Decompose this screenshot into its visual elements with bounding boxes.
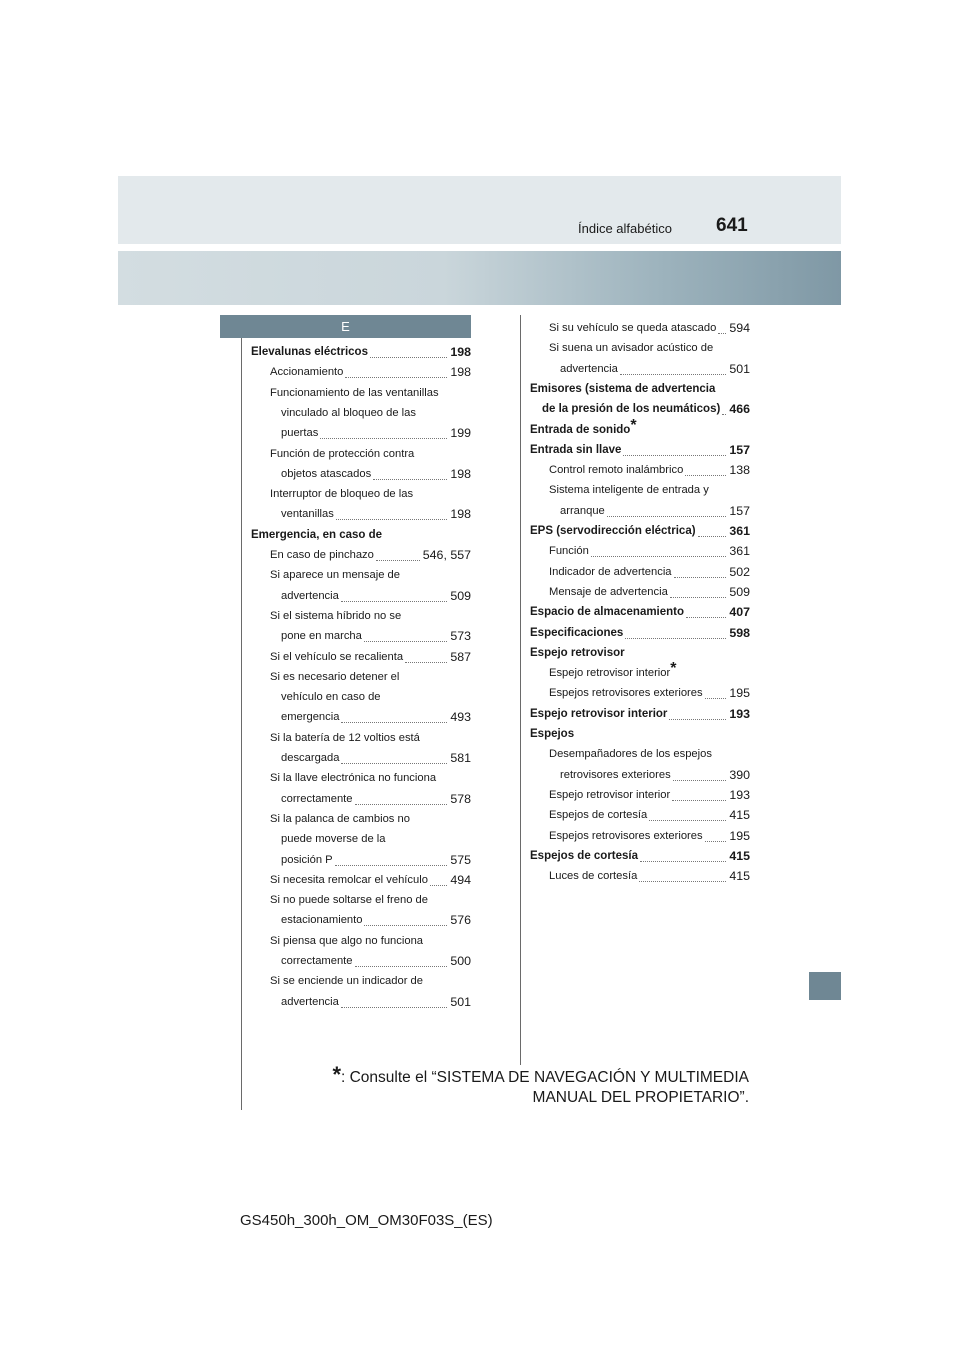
- index-entry: [530, 867, 750, 885]
- index-entry-page: 415: [729, 848, 750, 863]
- header-gradient-band: [118, 251, 841, 305]
- leader-dots: [430, 871, 447, 886]
- index-entry: [251, 404, 471, 422]
- index-entry-label: Espacio de almacenamiento: [530, 606, 685, 619]
- leader-dots: [341, 749, 447, 764]
- index-entry-page: 500: [450, 954, 471, 968]
- page-number: 641: [716, 215, 748, 236]
- index-entry: [251, 566, 471, 584]
- index-entry: [251, 769, 471, 787]
- leader-dots: [674, 563, 727, 578]
- leader-dots: [705, 684, 727, 699]
- index-entry-label: Luces de cortesía: [549, 870, 638, 883]
- index-entry-page: 578: [450, 791, 471, 806]
- left-margin-rule: [241, 315, 242, 1110]
- index-entry-label: Función: [549, 545, 589, 558]
- leader-dots: [623, 441, 726, 456]
- leader-dots: [607, 502, 727, 517]
- index-entry-label: objetos atascados: [281, 467, 372, 480]
- index-entry-page: 598: [729, 625, 750, 640]
- leader-dots: [686, 603, 726, 618]
- index-entry: [530, 481, 750, 499]
- leader-dots: [673, 766, 727, 781]
- index-entry-label: posición P: [281, 853, 333, 866]
- index-entry-label: Espejo retrovisor interior*: [549, 660, 677, 680]
- leader-dots: [355, 952, 448, 967]
- leader-dots: [341, 587, 447, 602]
- footnote-marker: *: [670, 660, 677, 678]
- index-entry-label: EPS (servodirección eléctrica): [530, 525, 696, 537]
- index-entry: [251, 363, 471, 381]
- index-entry-page: 494: [450, 872, 471, 887]
- footnote-text-1: : Consulte el “SISTEMA DE NAVEGACIÓN Y MULTIMEDIA: [341, 1069, 749, 1086]
- index-entry: [251, 607, 471, 625]
- index-entry: [251, 851, 471, 869]
- index-entry: [251, 891, 471, 909]
- index-entry-page: 361: [729, 524, 750, 538]
- index-entry-label: pone en marcha: [281, 630, 362, 643]
- index-entry: [530, 660, 750, 682]
- index-entry: [530, 684, 750, 702]
- index-entry-page: 501: [450, 994, 471, 1009]
- index-entry: [251, 952, 471, 970]
- index-entry: [251, 729, 471, 747]
- index-entry-label: puede moverse de la: [281, 833, 386, 846]
- index-entry-page: 501: [729, 361, 750, 376]
- index-entry-page: 195: [729, 686, 750, 701]
- index-entry-label: Si es necesario detener el: [270, 670, 400, 683]
- index-entry: [530, 339, 750, 357]
- index-entry-label: descargada: [281, 752, 340, 764]
- index-entry-label: Indicador de advertencia: [549, 565, 672, 578]
- leader-dots: [341, 993, 447, 1008]
- index-entry: [530, 360, 750, 378]
- index-entry-page: 415: [729, 869, 750, 884]
- leader-dots: [376, 546, 420, 561]
- index-entry-label: estacionamiento: [281, 914, 363, 927]
- leader-dots: [364, 911, 447, 926]
- leader-dots: [722, 400, 726, 415]
- index-entry: [530, 644, 750, 662]
- index-entry-page: 509: [450, 588, 471, 603]
- leader-dots: [669, 705, 726, 720]
- index-entry: [251, 830, 471, 848]
- index-entry-page: 594: [729, 321, 750, 335]
- leader-dots: [670, 583, 727, 598]
- index-entry-label: Si no puede soltarse el freno de: [270, 894, 428, 907]
- index-entry-page: 390: [729, 767, 750, 782]
- index-entry-label: Desempañadores de los espejos: [549, 748, 712, 761]
- index-entry-label: correctamente: [281, 792, 353, 805]
- index-entry: [530, 563, 750, 581]
- index-entry: [530, 441, 750, 459]
- index-entry: [530, 827, 750, 845]
- index-entry-label: Espejo retrovisor interior: [530, 707, 668, 720]
- index-entry: [530, 725, 750, 743]
- footnote-star: *: [332, 1062, 341, 1087]
- index-entry: [530, 603, 750, 621]
- index-entry: [530, 745, 750, 763]
- index-entry: [251, 485, 471, 503]
- index-entry-page: 193: [729, 787, 750, 802]
- index-entry-label: Espejos retrovisores exteriores: [549, 687, 703, 700]
- index-entry-label: En caso de pinchazo: [270, 549, 374, 561]
- leader-dots: [718, 319, 726, 334]
- index-entry: [251, 708, 471, 726]
- index-entry-page: 493: [450, 710, 471, 725]
- index-entry: [251, 668, 471, 686]
- index-entry: [530, 847, 750, 865]
- index-entry-label: Si aparece un mensaje de: [270, 569, 400, 582]
- index-entry-label: retrovisores exteriores: [560, 768, 671, 781]
- section-thumb-tab: [809, 972, 841, 1000]
- index-entry-page: 199: [450, 426, 471, 441]
- footnote-line-2: MANUAL DEL PROPIETARIO”.: [532, 1089, 749, 1106]
- index-entry: [251, 871, 471, 889]
- leader-dots: [685, 461, 726, 476]
- leader-dots: [639, 867, 726, 882]
- leader-dots: [364, 627, 447, 642]
- index-entry-page: 195: [729, 828, 750, 843]
- index-entry: [251, 688, 471, 706]
- index-entry-page: 198: [450, 507, 471, 522]
- index-entry: [251, 790, 471, 808]
- leader-dots: [698, 522, 727, 537]
- index-entry-label: Si la palanca de cambios no: [270, 812, 410, 825]
- index-entry-label: Espejos de cortesía: [530, 849, 639, 862]
- index-entry: [251, 445, 471, 463]
- index-entry-label: Funcionamiento de las ventanillas: [270, 386, 439, 399]
- index-entry-label: Espejos retrovisores exteriores: [549, 829, 703, 842]
- leader-dots: [625, 624, 726, 639]
- index-entry: [530, 806, 750, 824]
- index-entry-label: Accionamiento: [270, 366, 344, 379]
- index-entry-label: Espejos de cortesía: [549, 809, 648, 822]
- index-entry: [530, 766, 750, 784]
- index-entry: [530, 319, 750, 337]
- index-entry-label: advertencia: [560, 362, 618, 375]
- index-entry: [530, 786, 750, 804]
- index-entry: [251, 424, 471, 442]
- index-entry: [251, 343, 471, 361]
- index-entry-label: advertencia: [281, 995, 339, 1008]
- leader-dots: [591, 542, 727, 557]
- index-entry-label: Espejo retrovisor interior: [549, 788, 671, 801]
- leader-dots: [705, 827, 727, 842]
- index-entry-label: Si su vehículo se queda atascado: [549, 322, 717, 334]
- index-entry-page: 138: [729, 463, 750, 478]
- index-entry-label: Si la batería de 12 voltios está: [270, 731, 420, 744]
- leader-dots: [355, 790, 448, 805]
- index-entry-label: Emisores (sistema de advertencia: [530, 382, 716, 395]
- index-entry-label: Entrada de sonido*: [530, 416, 637, 436]
- index-entry-page: 361: [729, 544, 750, 559]
- index-entry-label: Elevalunas eléctricos: [251, 346, 368, 358]
- index-entry-label: puertas: [281, 427, 319, 440]
- leader-dots: [620, 360, 726, 375]
- leader-dots: [649, 806, 726, 821]
- index-entry-page: 466: [729, 402, 750, 417]
- index-entry-label: Si el sistema híbrido no se: [270, 609, 402, 622]
- index-entry: [251, 648, 471, 666]
- index-entry: [251, 911, 471, 929]
- index-entry-page: 198: [450, 365, 471, 380]
- leader-dots: [335, 851, 448, 866]
- index-entry-label: Si la llave electrónica no funciona: [270, 772, 437, 785]
- index-entry: [251, 932, 471, 950]
- leader-dots: [345, 363, 447, 378]
- index-entry-page: 157: [729, 442, 750, 457]
- index-entry: [251, 546, 471, 564]
- index-entry-page: 581: [450, 751, 471, 765]
- index-entry-label: Sistema inteligente de entrada y: [549, 484, 709, 497]
- index-entry-label: Si el vehículo se recalienta: [270, 650, 404, 663]
- index-entry-page: 415: [729, 808, 750, 823]
- index-entry-label: Especificaciones: [530, 626, 624, 639]
- index-entry-page: 546, 557: [422, 548, 471, 562]
- index-entry-label: correctamente: [281, 955, 353, 967]
- index-entry: [530, 400, 750, 418]
- index-entry-page: 157: [729, 503, 750, 518]
- index-entry-label: ventanillas: [281, 508, 334, 521]
- index-entry-page: 587: [450, 649, 471, 664]
- index-entry: [530, 461, 750, 479]
- index-entry-label: Si piensa que algo no funciona: [270, 934, 424, 947]
- leader-dots: [672, 786, 726, 801]
- index-entry: [530, 502, 750, 520]
- index-entry: [530, 583, 750, 601]
- index-entry-label: advertencia: [281, 589, 339, 602]
- index-entry: [530, 542, 750, 560]
- index-entry-label: Si suena un avisador acústico de: [549, 342, 714, 355]
- index-entry-label: Control remoto inalámbrico: [549, 464, 684, 477]
- leader-dots: [336, 505, 447, 520]
- index-entry-label: emergencia: [281, 711, 340, 724]
- index-entry-page: 193: [729, 706, 750, 721]
- footnote: [332, 1062, 749, 1108]
- index-entry-label: de la presión de los neumáticos): [542, 403, 721, 416]
- document-code: GS450h_300h_OM_OM30F03S_(ES): [240, 1212, 493, 1229]
- index-entry-page: 509: [729, 584, 750, 599]
- index-entry: [251, 587, 471, 605]
- index-entry: [530, 380, 750, 398]
- index-entry-label: Si se enciende un indicador de: [270, 975, 424, 988]
- leader-dots: [405, 648, 447, 663]
- index-entry: [530, 416, 750, 439]
- index-entry: [251, 465, 471, 483]
- index-entry: [530, 624, 750, 642]
- index-entry-label: Espejo retrovisor: [530, 646, 625, 659]
- index-entry-label: Mensaje de advertencia: [549, 585, 668, 598]
- index-entry-page: 198: [450, 345, 471, 359]
- leader-dots: [370, 343, 447, 358]
- leader-dots: [640, 847, 726, 862]
- index-entry: [530, 705, 750, 723]
- index-entry-label: arranque: [560, 504, 605, 517]
- index-entry-page: 576: [450, 913, 471, 928]
- index-entry-label: Función de protección contra: [270, 447, 415, 460]
- index-entry-label: vehículo en caso de: [281, 691, 381, 704]
- index-entry-page: 502: [729, 564, 750, 579]
- leader-dots: [373, 465, 447, 480]
- leader-dots: [341, 708, 447, 723]
- index-entry-page: 575: [450, 852, 471, 867]
- index-entry: [251, 972, 471, 990]
- index-entry-label: Si necesita remolcar el vehículo: [270, 873, 428, 886]
- index-entry-page: 407: [729, 605, 750, 620]
- index-entry-label: Interruptor de bloqueo de las: [270, 488, 414, 501]
- index-entry: [530, 522, 750, 540]
- footnote-marker: *: [630, 416, 637, 434]
- index-entry: [251, 810, 471, 828]
- index-entry: [251, 526, 471, 544]
- index-entry-page: 573: [450, 629, 471, 644]
- index-entry: [251, 505, 471, 523]
- index-entry: [251, 384, 471, 402]
- index-entry-label: Espejos: [530, 728, 575, 740]
- index-entry-label: Emergencia, en caso de: [251, 528, 383, 541]
- column-divider: [520, 315, 521, 1065]
- index-entry: [251, 993, 471, 1011]
- leader-dots: [320, 424, 447, 439]
- index-entry: [251, 627, 471, 645]
- section-letter-bar: E: [220, 315, 471, 338]
- footnote-line-1: [332, 1062, 749, 1088]
- index-entry-label: Entrada sin llave: [530, 443, 622, 456]
- index-entry-page: 198: [450, 466, 471, 481]
- index-entry-label: vinculado al bloqueo de las: [281, 406, 416, 419]
- header-title: Índice alfabético: [578, 221, 672, 236]
- index-entry: [251, 749, 471, 767]
